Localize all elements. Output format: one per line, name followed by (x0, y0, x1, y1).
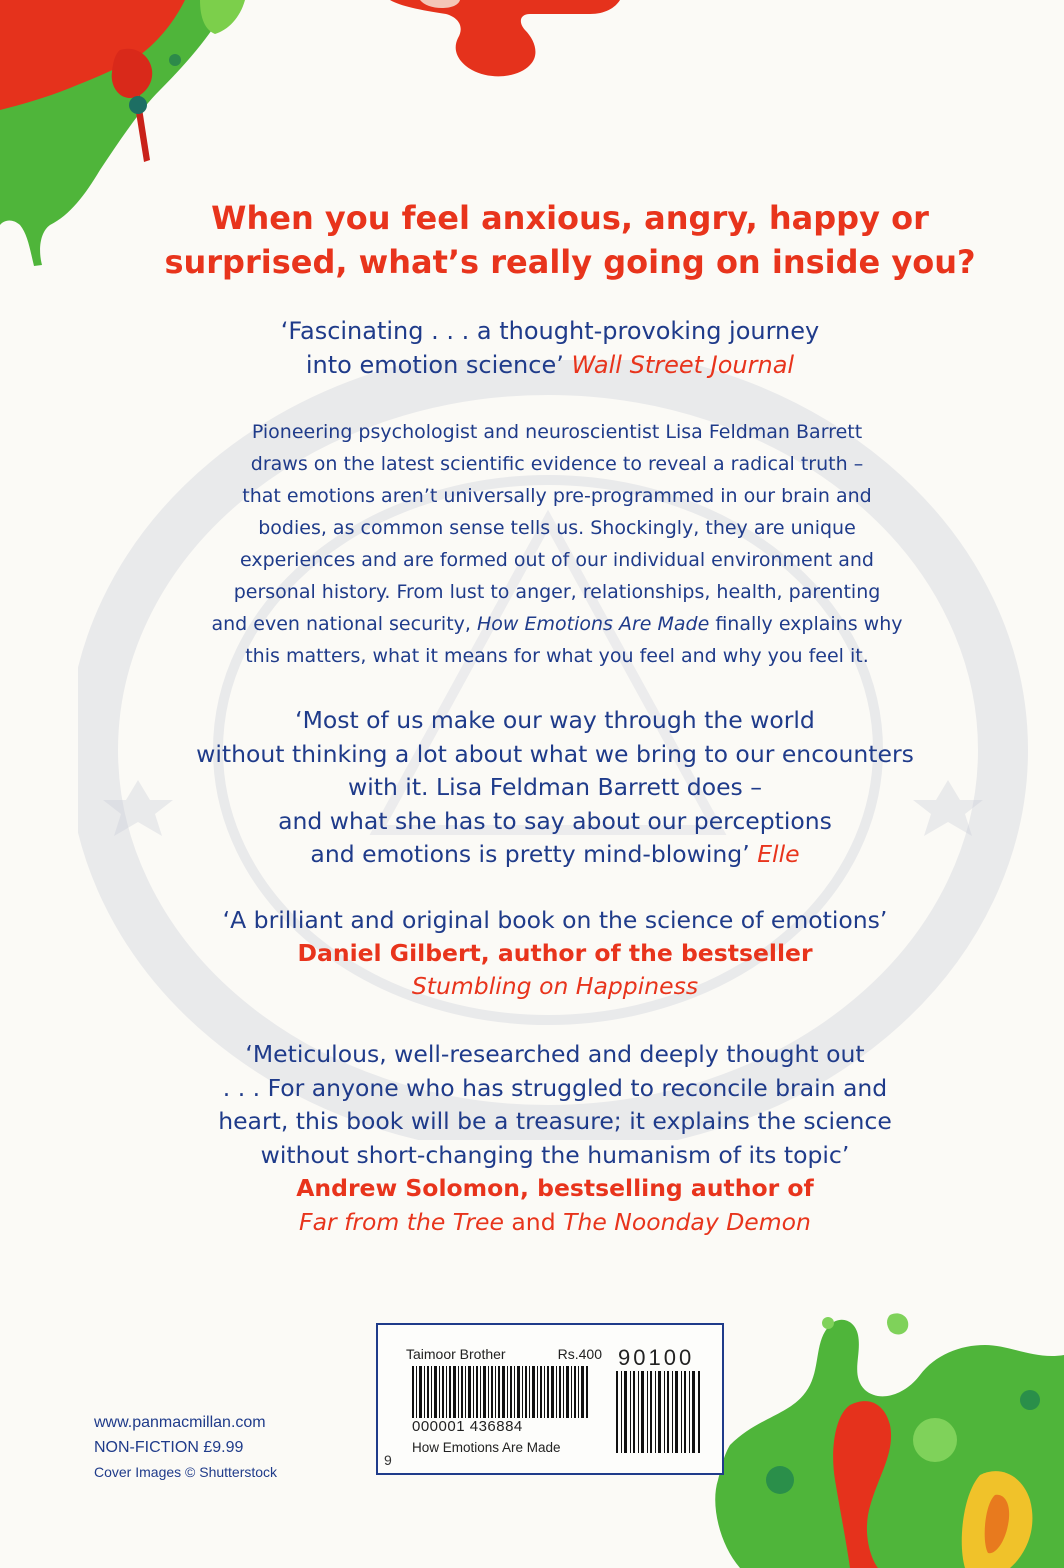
quote-line: and what she has to say about our perceptions (278, 806, 832, 835)
headline-line-1: When you feel anxious, angry, happy or (211, 199, 929, 237)
publisher-info (94, 1410, 277, 1485)
quote-text: into emotion science’ (305, 351, 564, 379)
quote-line: ‘A brilliant and original book on the science of emotions’ (222, 906, 888, 934)
quote-line (100, 838, 1010, 872)
addon-digits: 90100 (618, 1345, 695, 1370)
sticker-barcode (412, 1366, 588, 1418)
quote-book-title: Stumbling on Happiness (411, 972, 699, 1000)
quote-line: with it. Lisa Feldman Barrett does – (347, 773, 763, 801)
review-quote-elle (100, 704, 1010, 872)
quote-source: Elle (757, 840, 800, 868)
description-text: and even national security, (211, 613, 471, 635)
review-quote-gilbert (100, 904, 1010, 1003)
sticker-book-title: How Emotions Are Made (412, 1440, 561, 1455)
sticker-price: Rs.400 (557, 1346, 602, 1362)
description-line: that emotions aren’t universally pre-programmed in our brain and (242, 485, 872, 507)
description-text: finally explains why (715, 613, 903, 635)
headline-line-2: surprised, what’s really going on inside you? (164, 243, 976, 281)
description-line: experiences and are formed out of our individual environment and (240, 549, 874, 571)
paint-splash-top-center (380, 0, 640, 90)
quote-line: without thinking a lot about what we bring to our encounters (196, 739, 914, 768)
quote-line (100, 348, 1000, 382)
quote-line: without short-changing the humanism of its topic’ (260, 1140, 850, 1169)
quote-book-title: The Noonday Demon (563, 1207, 811, 1236)
seller-name: Taimoor Brother (406, 1346, 506, 1362)
quote-source: Wall Street Journal (571, 351, 795, 379)
description-line: this matters, what it means for what you feel and why you feel it. (245, 645, 869, 667)
quote-line: heart, this book will be a treasure; it explains the science (218, 1107, 892, 1135)
quote-attribution: Daniel Gilbert, author of the bestseller (297, 939, 813, 967)
description-line: draws on the latest scientific evidence to reveal a radical truth – (250, 453, 864, 475)
category-price: NON-FICTION £9.99 (94, 1439, 244, 1456)
price-sticker (398, 1338, 602, 1462)
description-line: bodies, as common sense tells us. Shockingly, they are unique (258, 517, 856, 539)
description-line: personal history. From lust to anger, relationships, health, parenting (233, 581, 881, 603)
book-description (112, 416, 1002, 672)
description-line (112, 608, 1002, 640)
quote-book-titles (100, 1206, 1010, 1240)
quote-attribution: Andrew Solomon, bestselling author of (296, 1174, 814, 1202)
review-quote-solomon (100, 1038, 1010, 1239)
headline (120, 196, 1020, 284)
quote-book-title: Far from the Tree (299, 1207, 504, 1236)
quote-line: ‘Fascinating . . . a thought-provoking journey (280, 317, 820, 345)
quote-line: ‘Meticulous, well-researched and deeply thought out (245, 1040, 865, 1068)
book-title-inline: How Emotions Are Made (476, 613, 710, 635)
cover-credit: Cover Images © Shutterstock (94, 1464, 278, 1480)
conjunction: and (511, 1207, 556, 1236)
description-line: Pioneering psychologist and neuroscientist Lisa Feldman Barrett (251, 421, 863, 443)
paint-splash-bottom-right (700, 1305, 1064, 1568)
review-quote-wsj (100, 314, 1000, 382)
quote-line: ‘Most of us make our way through the world (295, 706, 815, 734)
quote-text: and emotions is pretty mind-blowing’ (310, 840, 750, 868)
barcode-number: 000001 436884 (412, 1418, 523, 1435)
publisher-url: www.panmacmillan.com (94, 1414, 266, 1431)
price-addon-barcode (610, 1345, 710, 1455)
isbn-edge-digit: 9 (384, 1452, 392, 1468)
quote-line: . . . For anyone who has struggled to reconcile brain and (222, 1073, 888, 1102)
addon-barcode-bars (616, 1371, 702, 1453)
